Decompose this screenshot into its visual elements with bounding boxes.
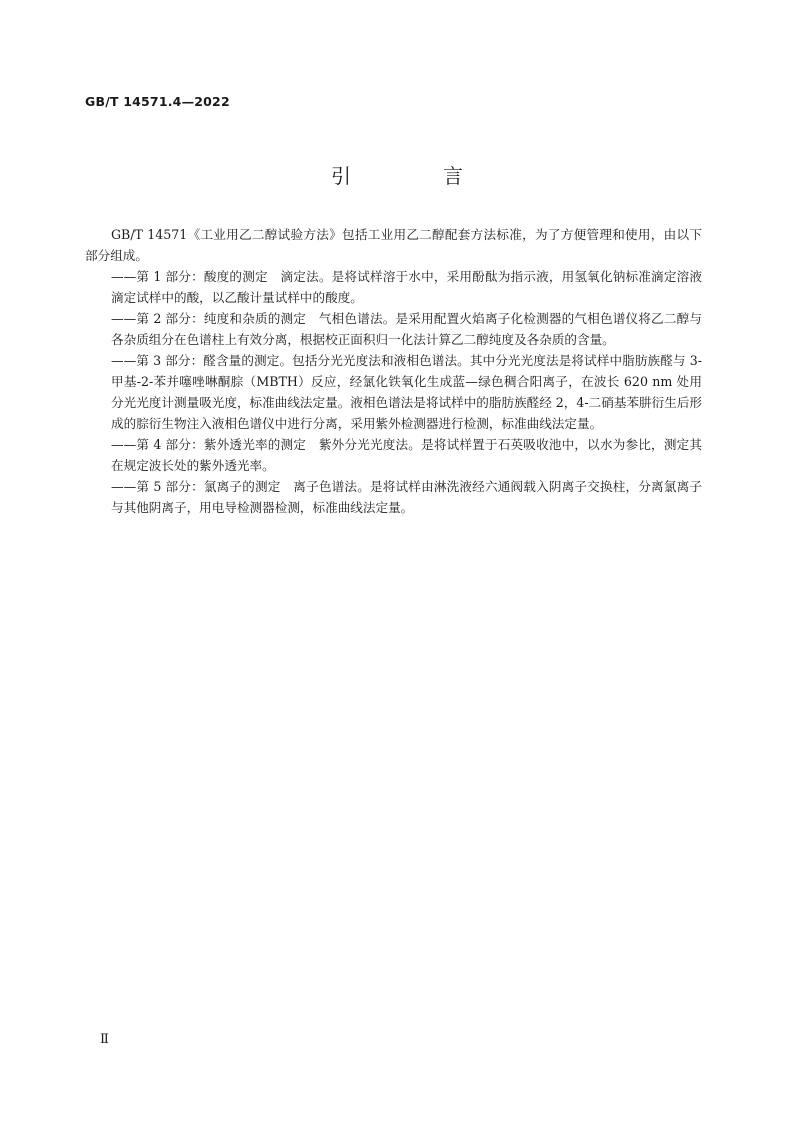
standard-code: GB/T 14571.4—2022 [85, 94, 230, 109]
document-body [85, 224, 702, 518]
page-number: Ⅱ [100, 1032, 109, 1047]
list-item: ——第 1 部分：酸度的测定 滴定法。是将试样溶于水中，采用酚酞为指示液，用氢氧化钠标准滴定溶液滴定试样中的酸，以乙酸计量试样中的酸度。 [111, 269, 702, 305]
list-item: ——第 5 部分：氯离子的测定 离子色谱法。是将试样由淋洗液经六通阀载入阴离子交换柱，分离氯离子与其他阴离子，用电导检测器检测，标准曲线法定量。 [111, 479, 702, 515]
list-item: ——第 4 部分：紫外透光率的测定 紫外分光光度法。是将试样置于石英吸收池中，以水为参比，测定其在规定波长处的紫外透光率。 [111, 437, 702, 473]
list-item: ——第 2 部分：纯度和杂质的测定 气相色谱法。是采用配置火焰离子化检测器的气相色谱仪将乙二醇与各杂质组分在色谱柱上有效分离，根据校正面积归一化法计算乙二醇纯度及各杂质的含量。 [111, 311, 702, 347]
list-item: ——第 3 部分：醛含量的测定。包括分光光度法和液相色谱法。其中分光光度法是将试样中脂肪族醛与 3-甲基-2-苯并噻唑啉酮腙（MBTH）反应，经氯化铁氧化生成蓝—绿色稠合阳离子，在波长 620 nm 处用分光光度计测量吸光度，标准曲线法定量。液相色谱法是将试样中的脂肪族醛经 2，4-二硝基苯肼衍生后形成的腙衍生物注入液相色谱仪中进行分离，采用紫外检测器进行检测，标准曲线法定量。 [111, 353, 703, 431]
intro-paragraph: GB/T 14571《工业用乙二醇试验方法》包括工业用乙二醇配套方法标准，为了方便管理和使用，由以下部分组成。 [85, 227, 702, 263]
page-title: 引 言 [331, 164, 499, 188]
